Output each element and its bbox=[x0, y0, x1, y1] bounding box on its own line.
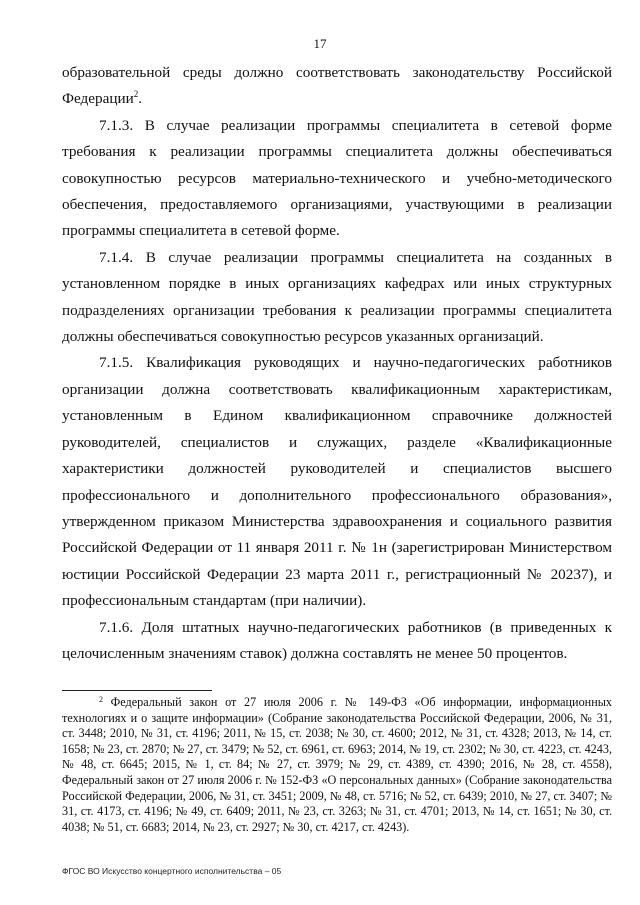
paragraph-text: образовательной среды должно соответствовать законодательству Российской Федерации bbox=[62, 64, 612, 108]
footnote-reference[interactable]: 2 bbox=[133, 89, 139, 100]
paragraph-continuation bbox=[62, 60, 612, 113]
footnote-marker: 2 bbox=[99, 695, 103, 704]
footnote-divider bbox=[62, 690, 212, 691]
page-number: 17 bbox=[313, 36, 327, 51]
body-text bbox=[62, 60, 612, 667]
page-footer: ФГОС ВО Искусство концертного исполнительства – 05 bbox=[62, 866, 282, 876]
paragraph-7-1-5: 7.1.5. Квалификация руководящих и научно-педагогических работников организации должна соответствовать квалификационным характеристикам, установленным в Едином квалификационном справочнике должностей руководителей, специалистов и служащих, разделе «Квалификационные характеристики должностей руководителей и специалистов высшего профессионального и дополнительного профессионального образования», утвержденном приказом Министерства здравоохранения и социального развития Российской Федерации от 11 января 2011 г. № 1н (зарегистрирован Министерством юстиции Российской Федерации 23 марта 2011 г., регистрационный № 20237), и профессиональным стандартам (при наличии). bbox=[62, 354, 612, 610]
paragraph-7-1-3: 7.1.3. В случае реализации программы специалитета в сетевой форме требования к реализации программы специалитета должны обеспечиваться совокупностью ресурсов материально-технического и учебно-методического обеспечения, предоставляемого организациями, участвующими в реализации программы специалитета в сетевой форме. bbox=[62, 116, 612, 240]
footnote-text: Федеральный закон от 27 июля 2006 г. № 149-ФЗ «Об информации, информационных технологиях и о защите информации» (Собрание законодательства Российской Федерации, 2006, № 31, ст. 3448; 2010, № 31, ст. 4196; 2011, № 15, ст. 2038; № 30, ст. 4600; 2012, № 31, ст. 4328; 2013, № 14, ст. 1658; № 23, ст. 2870; № 27, ст. 3479; № 52, ст. 6961, ст. 6963; 2014, № 19, ст. 2302; № 30, ст. 4223, ст. 4243, № 48, ст. 6645; 2015, № 1, ст. 84; № 27, ст. 3979; № 29, ст. 4389, ст. 4390; 2016, № 28, ст. 4558), Федеральный закон от 27 июля 2006 г. № 152-ФЗ «О персональных данных» (Собрание законодательства Российской Федерации, 2006, № 31, ст. 3451; 2009, № 48, ст. 5716; № 52, ст. 6439; 2010, № 27, ст. 3407; № 31, ст. 4173, ст. 4196; № 49, ст. 6409; 2011, № 23, ст. 3263; № 31, ст. 4701; 2013, № 14, ст. 1651; № 30, ст. 4038; № 51, ст. 6683; 2014, № 23, ст. 2927; № 30, ст. 4217, ст. 4243). bbox=[62, 695, 612, 834]
paragraph-end-punctuation: . bbox=[138, 90, 143, 108]
paragraph-7-1-6: 7.1.6. Доля штатных научно-педагогических работников (в приведенных к целочисленным значениям ставок) должна составлять не менее 50 процентов. bbox=[62, 618, 612, 662]
footnote-item bbox=[62, 695, 612, 835]
paragraph-7-1-4: 7.1.4. В случае реализации программы специалитета на созданных в установленном порядке в иных организациях кафедрах или иных структурных подразделениях организации требования к реализации программы специалитета должны обеспечиваться совокупностью ресурсов указанных организаций. bbox=[62, 248, 612, 346]
footnotes bbox=[62, 695, 612, 835]
